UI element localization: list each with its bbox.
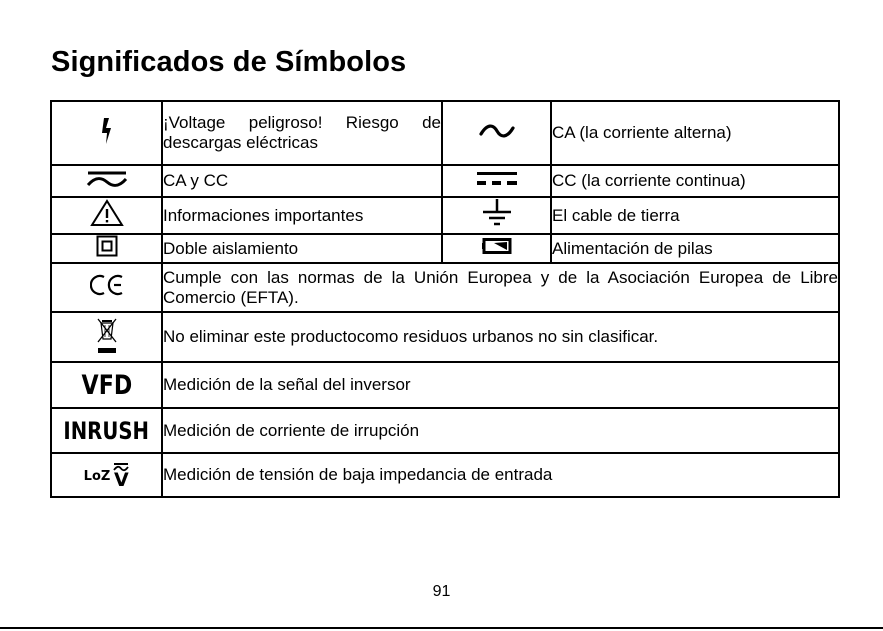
page-number: 91 bbox=[432, 583, 451, 600]
symbol-cell bbox=[442, 197, 551, 234]
symbols-table bbox=[50, 100, 840, 498]
table-row bbox=[51, 263, 839, 312]
table-row bbox=[51, 101, 839, 165]
table-row bbox=[51, 362, 839, 408]
ac-dc-icon bbox=[85, 169, 129, 189]
ce-mark-icon bbox=[90, 274, 124, 296]
table-row bbox=[51, 408, 839, 453]
symbol-cell bbox=[51, 101, 162, 165]
symbol-description: Medición de tensión de baja impedancia de entrada bbox=[162, 453, 839, 497]
symbol-description: Medición de corriente de irrupción bbox=[162, 408, 839, 453]
ground-icon bbox=[481, 198, 513, 228]
warning-triangle-icon bbox=[90, 199, 124, 227]
inrush-icon: INRUSH bbox=[63, 416, 150, 445]
symbol-description: CC (la corriente continua) bbox=[551, 165, 839, 197]
symbol-cell bbox=[51, 312, 162, 362]
table-row bbox=[51, 165, 839, 197]
loz-voltage-letter: V bbox=[113, 468, 129, 491]
loz-voltage-icon bbox=[84, 462, 130, 489]
vfd-icon: VFD bbox=[81, 369, 132, 401]
symbol-description: Doble aislamiento bbox=[162, 234, 442, 263]
table-row bbox=[51, 453, 839, 497]
symbol-cell bbox=[51, 234, 162, 263]
symbol-cell bbox=[442, 234, 551, 263]
symbol-description: Alimentación de pilas bbox=[551, 234, 839, 263]
symbol-description: CA (la corriente alterna) bbox=[551, 101, 839, 165]
table-row bbox=[51, 197, 839, 234]
symbol-cell bbox=[442, 165, 551, 197]
battery-icon bbox=[482, 238, 512, 254]
lightning-bolt-icon bbox=[100, 118, 114, 144]
symbol-description: No eliminar este productocomo residuos urbanos no sin clasificar. bbox=[162, 312, 839, 362]
symbol-cell bbox=[51, 408, 162, 453]
symbol-description: El cable de tierra bbox=[551, 197, 839, 234]
page-title: Significados de Símbolos bbox=[51, 46, 407, 78]
symbol-description: Cumple con las normas de la Unión Europea y de la Asociación Europea de Libre Comercio (EFTA). bbox=[162, 263, 839, 312]
page-bottom-divider bbox=[0, 627, 883, 629]
symbol-cell bbox=[51, 197, 162, 234]
dc-icon bbox=[476, 171, 518, 187]
symbol-cell bbox=[51, 453, 162, 497]
loz-label: LoZ bbox=[83, 468, 111, 484]
symbol-cell bbox=[51, 263, 162, 312]
double-insulation-icon bbox=[96, 235, 118, 257]
symbol-cell bbox=[51, 165, 162, 197]
symbol-description: ¡Voltage peligroso! Riesgo de descargas eléctricas bbox=[162, 101, 442, 165]
table-row bbox=[51, 234, 839, 263]
symbol-description: Informaciones importantes bbox=[162, 197, 442, 234]
symbol-description: Medición de la señal del inversor bbox=[162, 362, 839, 408]
table-row bbox=[51, 312, 839, 362]
symbol-cell bbox=[51, 362, 162, 408]
tilde-ac-icon bbox=[479, 123, 515, 139]
crossed-bin-icon bbox=[95, 315, 119, 355]
symbol-cell bbox=[442, 101, 551, 165]
symbol-description: CA y CC bbox=[162, 165, 442, 197]
